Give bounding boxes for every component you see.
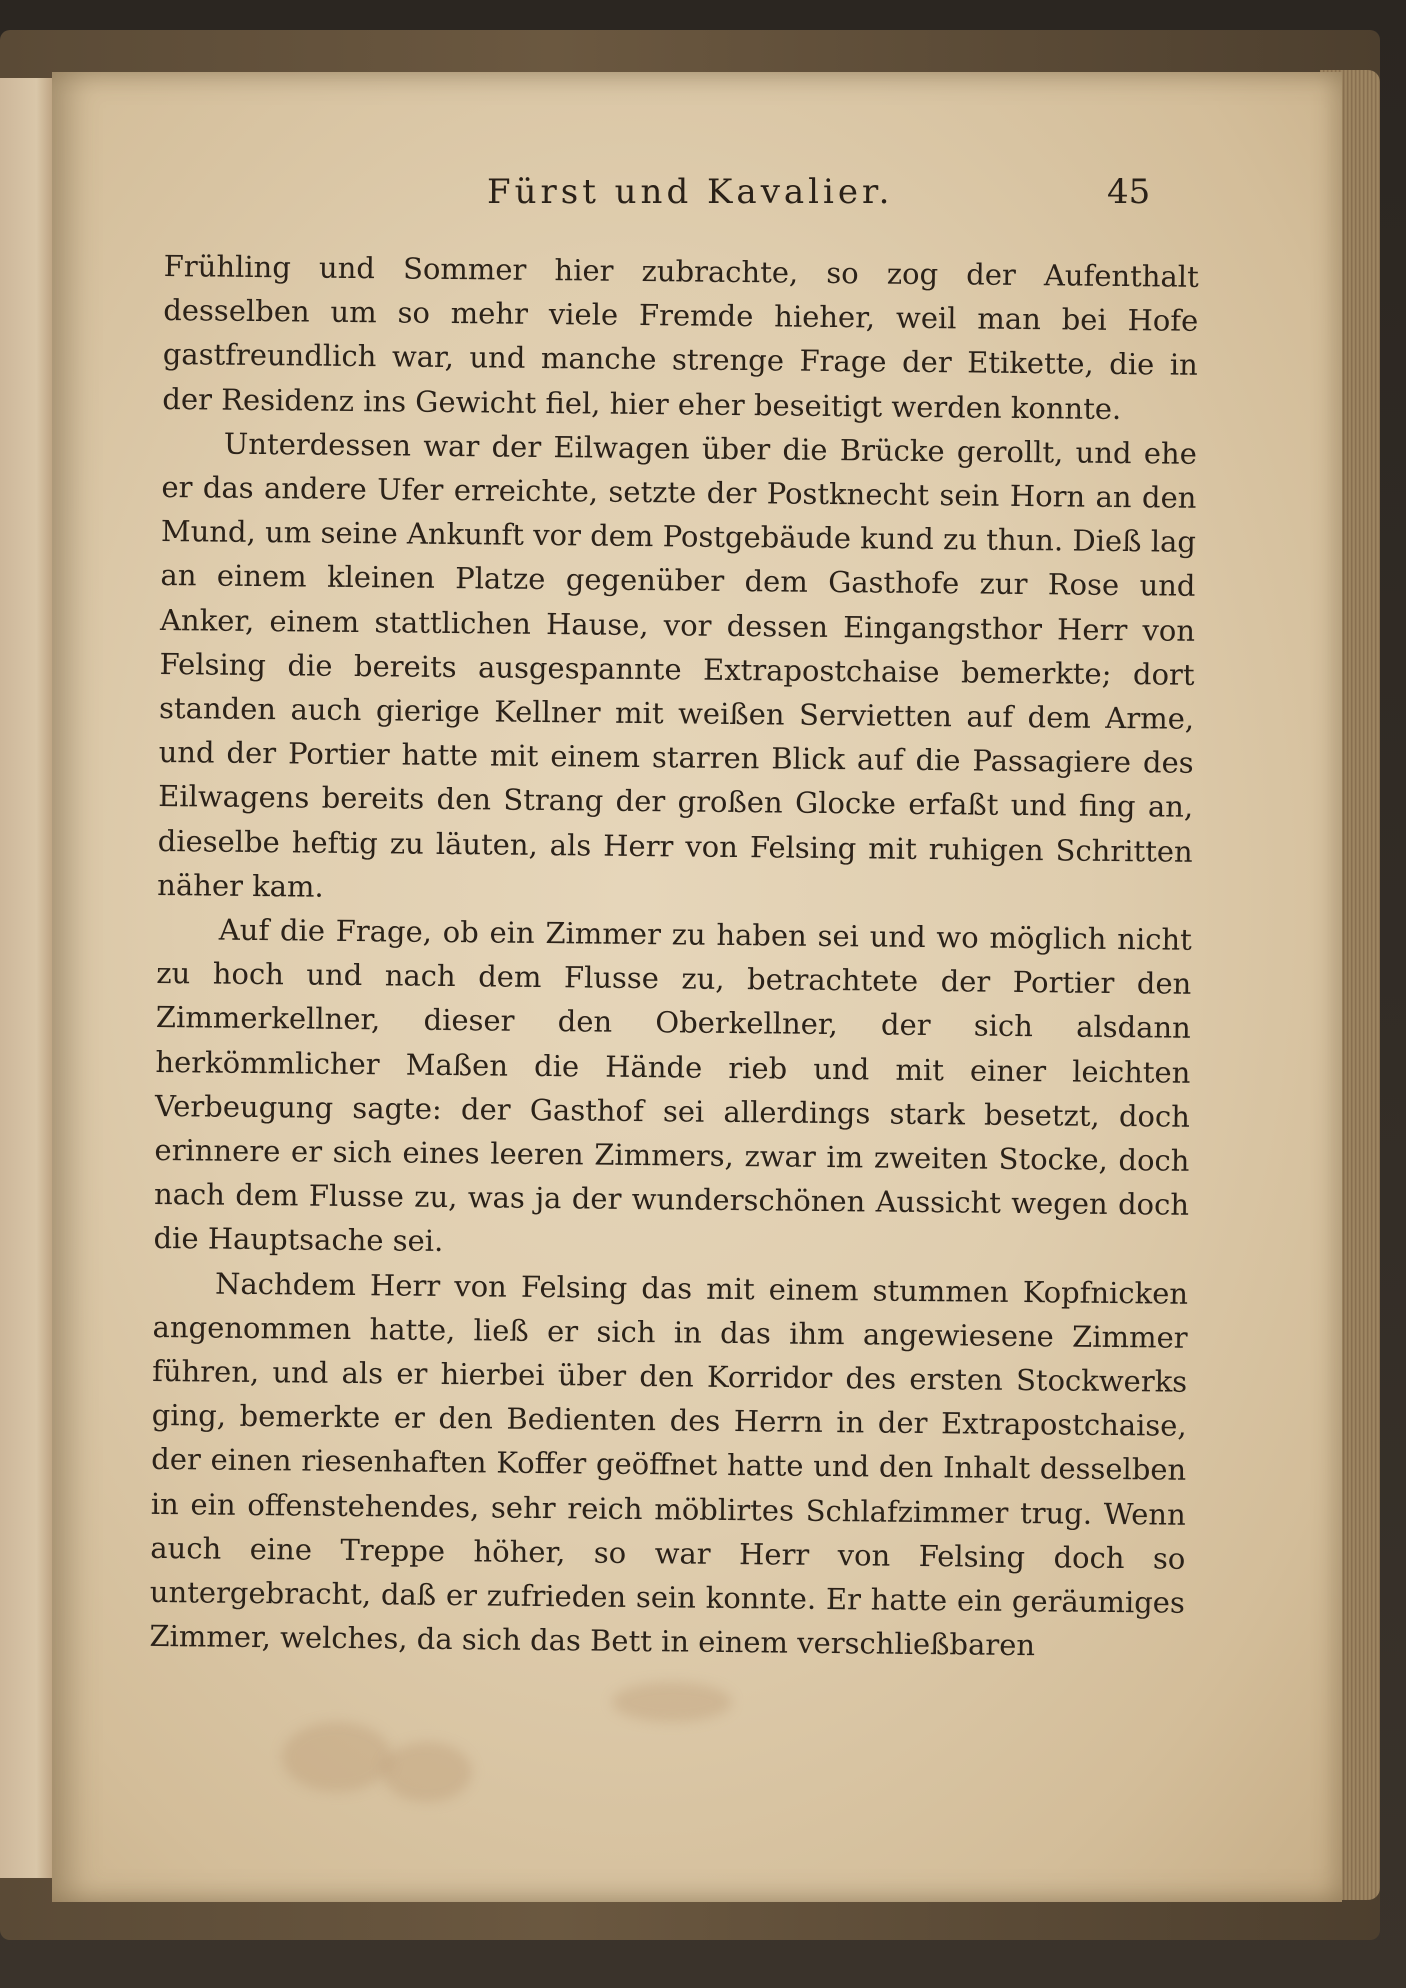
paragraph: Auf die Frage, ob ein Zimmer zu haben sei und wo möglich nicht zu hoch und nach dem Flusse zu, betrachtete der Portier den Zimmerkellner, dieser den Oberkellner, der sich alsdann herkömmlicher Maßen die Hände rieb und mit einer leichten Verbeugung sagte: der Gasthof sei allerdings stark besetzt, doch erinnere er sich eines leeren Zimmers, zwar im zweiten Stocke, doch nach dem Flusse zu, was ja der wunderschönen Aussicht wegen doch die Hauptsache sei.: [153, 912, 1192, 1259]
paragraph: Frühling und Sommer hier zubrachte, so zog der Aufenthalt desselben um so mehr viele Fremde hieher, weil man bei Hofe gastfreundlich war, und manche strenge Frage der Etikette, die in der Residenz ins Gewicht fiel, hier eher beseitigt werden konnte.: [162, 248, 1199, 426]
body-text: [149, 244, 1199, 1669]
page-stain: [282, 1722, 392, 1792]
paragraph: Unterdessen war der Eilwagen über die Brücke gerollt, und ehe er das andere Ufer erreichte, setzte der Postknecht sein Horn an den Mund, um seine Ankunft vor dem Postgebäude kund zu thun. Dieß lag an einem kleinen Platze gegenüber dem Gasthofe zur Rose und Anker, einem stattlichen Hause, vor dessen Eingangsthor Herr von Felsing die bereits ausgespannte Extrapostchaise bemerkte; dort standen auch gierige Kellner mit weißen Servietten auf dem Arme, und der Portier hatte mit einem starren Blick auf die Passagiere des Eilwagens bereits den Strang der großen Glocke erfaßt und fing an, dieselbe heftig zu läuten, als Herr von Felsing mit ruhigen Schritten näher kam.: [157, 426, 1198, 904]
page-header: [52, 172, 1342, 222]
book-page: [52, 72, 1342, 1902]
paragraph: Nachdem Herr von Felsing das mit einem stummen Kopfnicken angenommen hatte, ließ er sich in das ihm angewiesene Zimmer führen, und als er hierbei über den Korridor des ersten Stockwerks ging, bemerkte er den Bedienten des Herrn in der Extrapostchaise, der einen riesenhaften Koffer geöffnet hatte und den Inhalt desselben in ein offenstehendes, sehr reich möblirtes Schlafzimmer trug. Wenn auch eine Treppe höher, so war Herr von Felsing doch so untergebracht, daß er zufrieden sein konnte. Er hatte ein geräumiges Zimmer, welches, da sich das Bett in einem verschließbaren: [149, 1266, 1189, 1663]
left-page-edge: [0, 78, 52, 1878]
page-number: 45: [1107, 172, 1151, 212]
running-title: Fürst und Kavalier.: [487, 172, 894, 212]
page-stain: [612, 1682, 732, 1722]
page-stain: [382, 1742, 472, 1802]
